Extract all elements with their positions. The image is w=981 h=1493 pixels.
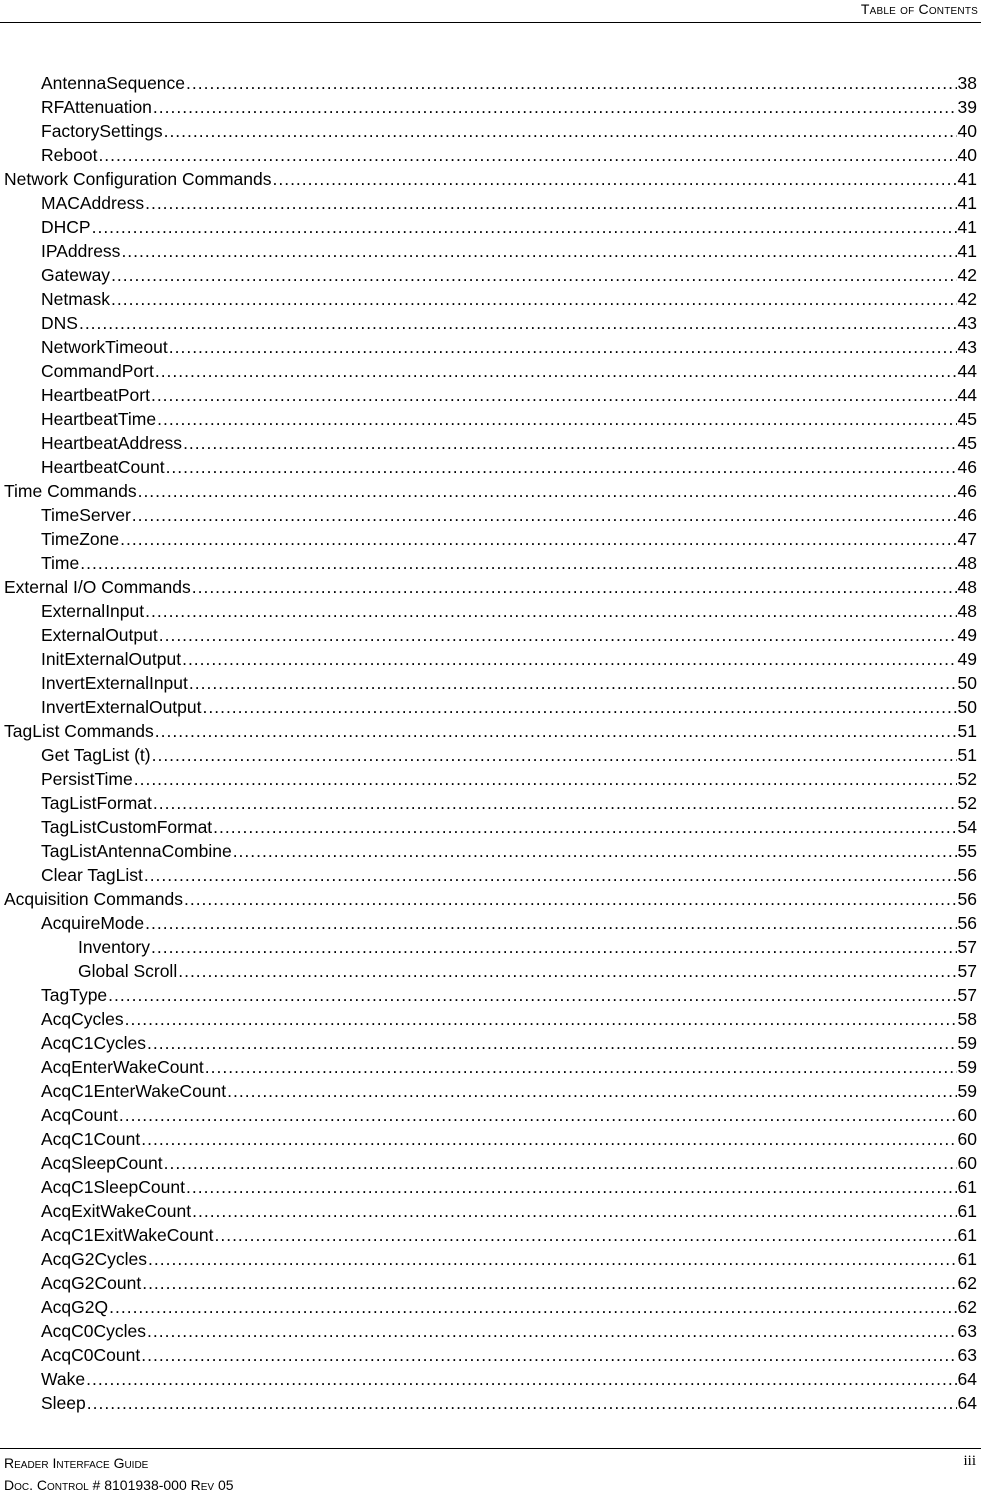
- toc-entry[interactable]: [0, 143, 981, 167]
- toc-entry[interactable]: [0, 959, 981, 983]
- toc-entry-label: Clear TagList: [41, 865, 143, 885]
- toc-leader-dots: [79, 311, 957, 335]
- toc-entry-page: 39: [957, 97, 977, 117]
- toc-leader-dots: [108, 983, 956, 1007]
- toc-leader-dots: [159, 623, 957, 647]
- toc-entry-page: 49: [957, 625, 977, 645]
- toc-entry-label: AcqC1Cycles: [41, 1033, 147, 1053]
- toc-entry-label: TagListAntennaCombine: [41, 841, 232, 861]
- footer-page-number: iii: [963, 1453, 976, 1469]
- toc-entry-label: RFAttenuation: [41, 97, 152, 117]
- toc-entry[interactable]: [0, 1103, 981, 1127]
- toc-leader-dots: [98, 143, 956, 167]
- toc-entry-page: 61: [957, 1201, 977, 1221]
- toc-entry-label: Inventory: [78, 937, 150, 957]
- toc-entry-label: TagListFormat: [41, 793, 152, 813]
- toc-leader-dots: [205, 1055, 957, 1079]
- toc-entry[interactable]: [0, 863, 981, 887]
- toc-entry-page: 60: [957, 1129, 977, 1149]
- toc-entry-label: AcqEnterWakeCount: [41, 1057, 204, 1077]
- toc-leader-dots: [147, 1319, 956, 1343]
- toc-leader-dots: [145, 599, 956, 623]
- toc-entry[interactable]: [0, 911, 981, 935]
- toc-leader-dots: [192, 575, 957, 599]
- toc-leader-dots: [151, 935, 957, 959]
- toc-entry[interactable]: [0, 119, 981, 143]
- toc-entry-page: 43: [957, 337, 977, 357]
- toc-entry-page: 61: [957, 1225, 977, 1245]
- toc-entry[interactable]: [0, 527, 981, 551]
- toc-entry-page: 44: [957, 385, 977, 405]
- toc-leader-dots: [141, 1127, 956, 1151]
- toc-entry[interactable]: [0, 575, 981, 599]
- toc-leader-dots: [141, 1343, 956, 1367]
- toc-entry[interactable]: [0, 719, 981, 743]
- toc-entry-page: 48: [957, 553, 977, 573]
- toc-entry-label: AntennaSequence: [41, 73, 186, 93]
- toc-entry-page: 56: [957, 889, 977, 909]
- toc-entry-label: Netmask: [41, 289, 111, 309]
- toc-entry[interactable]: [0, 191, 981, 215]
- toc-leader-dots: [186, 71, 957, 95]
- page-footer: [0, 1448, 981, 1493]
- toc-entry-page: 59: [957, 1057, 977, 1077]
- toc-entry-label: NetworkTimeout: [41, 337, 168, 357]
- toc-entry-page: 50: [957, 673, 977, 693]
- toc-entry-label: PersistTime: [41, 769, 133, 789]
- toc-entry-label: HeartbeatCount: [41, 457, 165, 477]
- toc-entry-page: 64: [957, 1393, 977, 1413]
- toc-entry-label: HeartbeatAddress: [41, 433, 183, 453]
- toc-leader-dots: [121, 239, 956, 263]
- toc-leader-dots: [145, 911, 956, 935]
- toc-entry-label: AcqG2Count: [41, 1273, 142, 1293]
- toc-entry-label: TimeServer: [41, 505, 131, 525]
- toc-entry-page: 61: [957, 1177, 977, 1197]
- toc-leader-dots: [189, 671, 957, 695]
- toc-entry-page: 52: [957, 769, 977, 789]
- toc-entry-label: TagList Commands: [4, 721, 154, 741]
- toc-entry-label: CommandPort: [41, 361, 154, 381]
- toc-entry-page: 58: [957, 1009, 977, 1029]
- toc-entry[interactable]: [0, 167, 981, 191]
- toc-entry-page: 63: [957, 1345, 977, 1365]
- toc-entry[interactable]: [0, 743, 981, 767]
- toc-entry-page: 50: [957, 697, 977, 717]
- toc-entry[interactable]: [0, 791, 981, 815]
- toc-entry[interactable]: [0, 1247, 981, 1271]
- toc-entry-page: 46: [957, 457, 977, 477]
- toc-entry-page: 62: [957, 1297, 977, 1317]
- toc-entry-label: MACAddress: [41, 193, 145, 213]
- toc-entry-page: 54: [957, 817, 977, 837]
- toc-leader-dots: [182, 647, 956, 671]
- toc-entry[interactable]: [0, 479, 981, 503]
- toc-entry[interactable]: [0, 767, 981, 791]
- toc-entry-page: 47: [957, 529, 977, 549]
- toc-leader-dots: [153, 791, 957, 815]
- toc-entry-page: 56: [957, 913, 977, 933]
- table-of-contents: [0, 71, 981, 1415]
- toc-entry[interactable]: [0, 671, 981, 695]
- toc-leader-dots: [152, 743, 957, 767]
- toc-entry[interactable]: [0, 335, 981, 359]
- toc-entry-page: 57: [957, 985, 977, 1005]
- toc-entry-label: AcquireMode: [41, 913, 145, 933]
- toc-entry-page: 40: [957, 145, 977, 165]
- toc-entry-label: Network Configuration Commands: [4, 169, 272, 189]
- toc-entry-label: TagListCustomFormat: [41, 817, 213, 837]
- toc-entry-label: AcqCycles: [41, 1009, 124, 1029]
- toc-entry[interactable]: [0, 1175, 981, 1199]
- toc-leader-dots: [233, 839, 957, 863]
- toc-leader-dots: [109, 1295, 956, 1319]
- toc-entry-label: ExternalInput: [41, 601, 145, 621]
- toc-leader-dots: [178, 959, 956, 983]
- toc-entry[interactable]: [0, 1055, 981, 1079]
- toc-entry-page: 59: [957, 1081, 977, 1101]
- toc-entry[interactable]: [0, 455, 981, 479]
- toc-entry-label: Acquisition Commands: [4, 889, 183, 909]
- toc-leader-dots: [125, 1007, 957, 1031]
- toc-leader-dots: [153, 95, 957, 119]
- toc-entry[interactable]: [0, 695, 981, 719]
- toc-entry-page: 41: [957, 217, 977, 237]
- toc-entry[interactable]: [0, 815, 981, 839]
- toc-leader-dots: [111, 263, 956, 287]
- toc-entry[interactable]: [0, 983, 981, 1007]
- toc-leader-dots: [155, 359, 957, 383]
- toc-entry-label: DHCP: [41, 217, 91, 237]
- toc-leader-dots: [192, 1199, 956, 1223]
- toc-entry-label: AcqSleepCount: [41, 1153, 163, 1173]
- toc-entry-page: 49: [957, 649, 977, 669]
- toc-entry[interactable]: [0, 1199, 981, 1223]
- toc-entry-page: 63: [957, 1321, 977, 1341]
- toc-entry[interactable]: [0, 599, 981, 623]
- toc-leader-dots: [203, 695, 957, 719]
- toc-entry-label: AcqC0Count: [41, 1345, 141, 1365]
- toc-entry-label: InvertExternalInput: [41, 673, 188, 693]
- toc-entry-label: HeartbeatPort: [41, 385, 150, 405]
- toc-entry[interactable]: [0, 839, 981, 863]
- toc-entry-label: ExternalOutput: [41, 625, 158, 645]
- toc-entry-page: 45: [957, 433, 977, 453]
- toc-leader-dots: [169, 335, 957, 359]
- toc-entry-page: 60: [957, 1153, 977, 1173]
- toc-entry[interactable]: [0, 1343, 981, 1367]
- toc-entry-page: 52: [957, 793, 977, 813]
- toc-entry[interactable]: [0, 71, 981, 95]
- toc-entry-page: 40: [957, 121, 977, 141]
- toc-entry-page: 46: [957, 505, 977, 525]
- toc-entry[interactable]: [0, 1319, 981, 1343]
- toc-entry[interactable]: [0, 215, 981, 239]
- toc-leader-dots: [164, 119, 957, 143]
- toc-entry-page: 46: [957, 481, 977, 501]
- toc-leader-dots: [87, 1391, 957, 1415]
- toc-entry-label: Gateway: [41, 265, 111, 285]
- toc-entry[interactable]: [0, 1079, 981, 1103]
- toc-entry[interactable]: [0, 1031, 981, 1055]
- toc-leader-dots: [227, 1079, 956, 1103]
- toc-entry-label: FactorySettings: [41, 121, 163, 141]
- toc-leader-dots: [214, 1223, 956, 1247]
- toc-leader-dots: [111, 287, 956, 311]
- toc-entry-page: 64: [957, 1369, 977, 1389]
- toc-entry[interactable]: [0, 431, 981, 455]
- toc-entry[interactable]: [0, 1127, 981, 1151]
- toc-entry-page: 42: [957, 265, 977, 285]
- toc-entry-label: AcqC1SleepCount: [41, 1177, 185, 1197]
- toc-entry-label: Get TagList (t): [41, 745, 151, 765]
- toc-leader-dots: [272, 167, 956, 191]
- toc-entry[interactable]: [0, 1271, 981, 1295]
- toc-entry[interactable]: [0, 1007, 981, 1031]
- toc-entry[interactable]: [0, 311, 981, 335]
- toc-entry-page: 48: [957, 601, 977, 621]
- toc-entry-label: TimeZone: [41, 529, 120, 549]
- toc-leader-dots: [86, 1367, 956, 1391]
- toc-entry[interactable]: [0, 359, 981, 383]
- toc-entry[interactable]: [0, 1391, 981, 1415]
- toc-leader-dots: [120, 527, 956, 551]
- toc-entry[interactable]: [0, 95, 981, 119]
- toc-leader-dots: [151, 383, 957, 407]
- toc-entry[interactable]: [0, 887, 981, 911]
- toc-entry-label: AcqC1EnterWakeCount: [41, 1081, 227, 1101]
- toc-entry-page: 61: [957, 1249, 977, 1269]
- footer-guide-title: Reader Interface Guide: [4, 1455, 149, 1471]
- toc-entry-label: IPAddress: [41, 241, 121, 261]
- toc-entry-label: AcqG2Cycles: [41, 1249, 148, 1269]
- toc-entry[interactable]: [0, 263, 981, 287]
- toc-entry[interactable]: [0, 1151, 981, 1175]
- toc-leader-dots: [155, 719, 957, 743]
- toc-leader-dots: [213, 815, 956, 839]
- toc-entry-label: InitExternalOutput: [41, 649, 182, 669]
- toc-entry-label: External I/O Commands: [4, 577, 191, 597]
- toc-entry-page: 51: [957, 745, 977, 765]
- toc-entry[interactable]: [0, 407, 981, 431]
- toc-entry-label: Sleep: [41, 1393, 86, 1413]
- toc-entry-page: 51: [957, 721, 977, 741]
- toc-entry-page: 45: [957, 409, 977, 429]
- toc-entry[interactable]: [0, 551, 981, 575]
- toc-entry[interactable]: [0, 623, 981, 647]
- toc-entry-page: 41: [957, 193, 977, 213]
- toc-leader-dots: [80, 551, 956, 575]
- toc-entry-label: AcqC0Cycles: [41, 1321, 147, 1341]
- toc-leader-dots: [119, 1103, 957, 1127]
- toc-leader-dots: [145, 191, 956, 215]
- toc-leader-dots: [142, 1271, 956, 1295]
- toc-entry-label: Time: [41, 553, 80, 573]
- toc-entry[interactable]: [0, 503, 981, 527]
- toc-leader-dots: [148, 1247, 957, 1271]
- toc-leader-dots: [157, 407, 956, 431]
- toc-leader-dots: [166, 455, 957, 479]
- toc-entry-label: HeartbeatTime: [41, 409, 157, 429]
- header-title: Table of Contents: [860, 1, 978, 17]
- footer-doc-control: Doc. Control # 8101938-000 Rev 05: [4, 1477, 234, 1493]
- toc-leader-dots: [92, 215, 957, 239]
- toc-leader-dots: [144, 863, 957, 887]
- toc-entry-page: 57: [957, 961, 977, 981]
- toc-entry-page: 59: [957, 1033, 977, 1053]
- toc-leader-dots: [183, 431, 956, 455]
- toc-entry-label: TagType: [41, 985, 108, 1005]
- toc-leader-dots: [132, 503, 957, 527]
- toc-leader-dots: [186, 1175, 957, 1199]
- toc-entry-page: 41: [957, 169, 977, 189]
- toc-entry-page: 44: [957, 361, 977, 381]
- toc-entry[interactable]: [0, 383, 981, 407]
- toc-entry-page: 55: [957, 841, 977, 861]
- toc-entry[interactable]: [0, 239, 981, 263]
- page-header: [0, 0, 981, 23]
- toc-leader-dots: [138, 479, 957, 503]
- toc-entry-page: 60: [957, 1105, 977, 1125]
- toc-leader-dots: [164, 1151, 957, 1175]
- toc-entry-label: AcqC1ExitWakeCount: [41, 1225, 214, 1245]
- toc-entry-page: 48: [957, 577, 977, 597]
- toc-entry-label: AcqExitWakeCount: [41, 1201, 192, 1221]
- toc-entry-page: 43: [957, 313, 977, 333]
- toc-leader-dots: [134, 767, 957, 791]
- toc-entry-label: Global Scroll: [78, 961, 178, 981]
- toc-leader-dots: [184, 887, 957, 911]
- toc-entry-label: Time Commands: [4, 481, 137, 501]
- toc-entry[interactable]: [0, 1367, 981, 1391]
- toc-entry-page: 41: [957, 241, 977, 261]
- toc-leader-dots: [147, 1031, 956, 1055]
- toc-entry[interactable]: [0, 935, 981, 959]
- toc-entry-label: DNS: [41, 313, 78, 333]
- toc-entry-label: AcqC1Count: [41, 1129, 141, 1149]
- toc-entry-page: 57: [957, 937, 977, 957]
- toc-entry-page: 42: [957, 289, 977, 309]
- toc-entry[interactable]: [0, 647, 981, 671]
- toc-entry-label: InvertExternalOutput: [41, 697, 202, 717]
- toc-entry-label: AcqCount: [41, 1105, 118, 1125]
- toc-entry-label: Wake: [41, 1369, 86, 1389]
- toc-entry-page: 62: [957, 1273, 977, 1293]
- toc-entry-label: Reboot: [41, 145, 98, 165]
- toc-entry-label: AcqG2Q: [41, 1297, 109, 1317]
- toc-entry[interactable]: [0, 287, 981, 311]
- toc-entry-page: 38: [957, 73, 977, 93]
- toc-entry-page: 56: [957, 865, 977, 885]
- toc-entry[interactable]: [0, 1223, 981, 1247]
- toc-entry[interactable]: [0, 1295, 981, 1319]
